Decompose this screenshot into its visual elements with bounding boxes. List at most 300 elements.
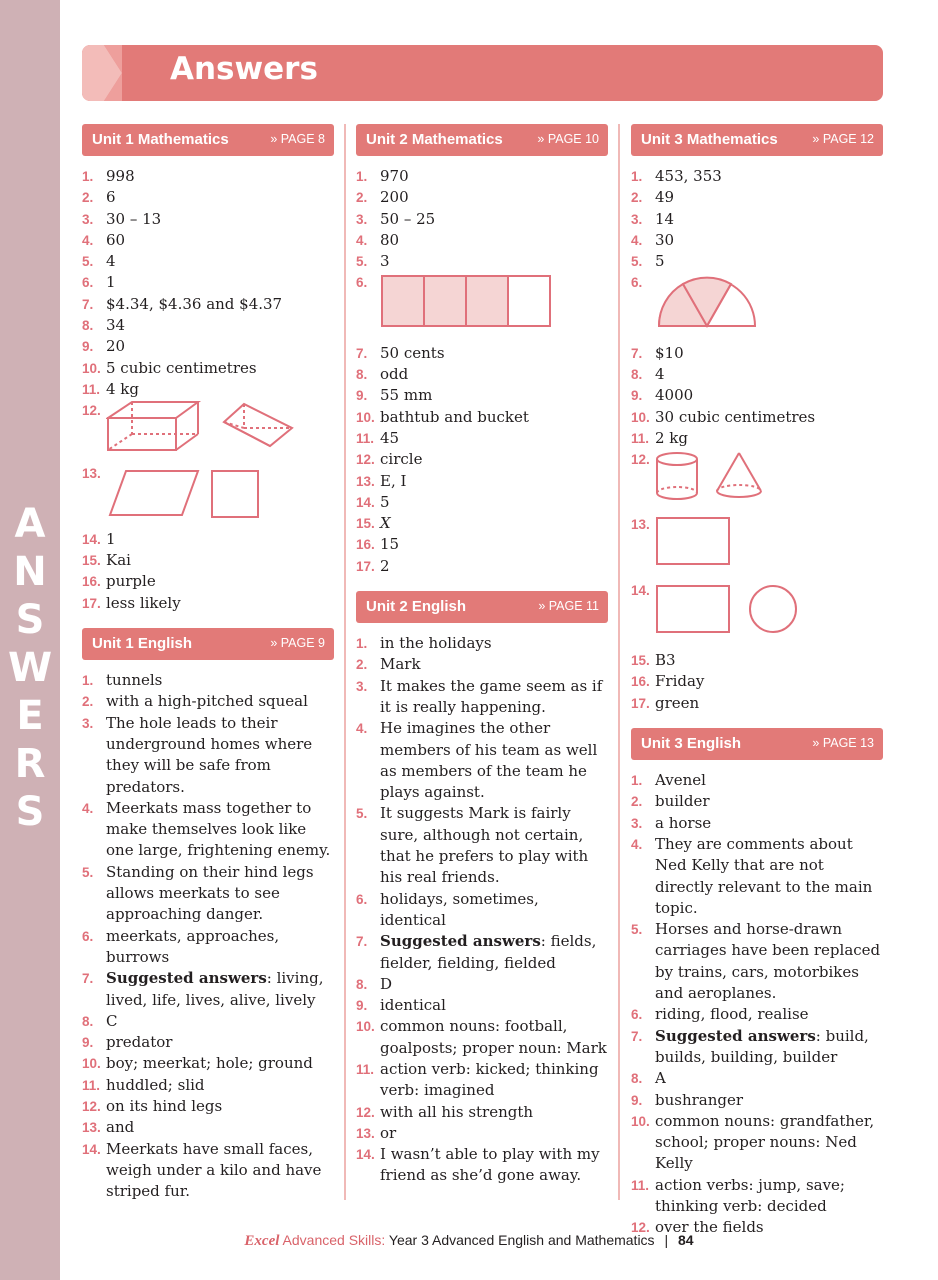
answer-item bbox=[631, 671, 883, 692]
answer-item bbox=[631, 209, 883, 230]
answer-item bbox=[82, 463, 334, 529]
section-header bbox=[631, 124, 883, 156]
chevron-decoration-icon bbox=[82, 45, 122, 101]
answer-text: predator bbox=[106, 1033, 173, 1052]
answer-number: 1. bbox=[356, 636, 368, 652]
answer-number: 14. bbox=[356, 494, 375, 510]
answer-text: 5 bbox=[655, 252, 665, 271]
answer-text: 2 bbox=[380, 556, 390, 575]
answer-item bbox=[82, 187, 334, 208]
answer-number: 6. bbox=[82, 275, 94, 291]
answer-item bbox=[356, 343, 608, 364]
3d-shapes-figure bbox=[106, 400, 306, 456]
answer-item bbox=[631, 813, 883, 834]
answer-list bbox=[82, 670, 334, 1202]
answer-number: 4. bbox=[82, 232, 94, 248]
answer-number: 12. bbox=[631, 1220, 650, 1236]
answer-item bbox=[631, 343, 883, 364]
answer-number: 7. bbox=[82, 296, 94, 312]
answer-text: D bbox=[380, 974, 393, 993]
answer-item bbox=[356, 654, 608, 675]
answer-item bbox=[356, 209, 608, 230]
answer-item bbox=[356, 471, 608, 492]
answer-item bbox=[356, 889, 608, 932]
page-ref: » PAGE 13 bbox=[812, 736, 874, 751]
section-title: Unit 1 English bbox=[92, 635, 193, 653]
answer-text: It suggests Mark is fairly sure, although not certain, that he prefers to play with his real friends. bbox=[380, 804, 589, 887]
answer-number: 3. bbox=[82, 715, 94, 731]
answer-text: on its hind legs bbox=[106, 1096, 223, 1115]
answer-number: 7. bbox=[631, 1028, 643, 1044]
answer-text: It makes the game seem as if it is really happening. bbox=[380, 676, 603, 716]
answer-text: 4000 bbox=[655, 386, 694, 405]
answer-item bbox=[356, 1059, 608, 1102]
answer-text: 30 bbox=[655, 230, 675, 249]
answer-number: 5. bbox=[82, 254, 94, 270]
rectangle-circle-figure bbox=[655, 580, 855, 644]
answer-item bbox=[631, 428, 883, 449]
answer-text: X bbox=[380, 514, 391, 533]
semicircle-fraction-figure bbox=[655, 272, 855, 336]
answer-text: Kai bbox=[106, 551, 131, 570]
answer-item bbox=[356, 166, 608, 187]
answer-item bbox=[356, 676, 608, 719]
answer-item bbox=[631, 166, 883, 187]
answer-number: 8. bbox=[82, 1013, 94, 1029]
answer-item bbox=[631, 1175, 883, 1218]
answer-text: 4 kg bbox=[106, 379, 140, 398]
answer-list bbox=[356, 633, 608, 1187]
answer-text: 2 kg bbox=[655, 428, 689, 447]
answer-item bbox=[82, 400, 334, 462]
answer-text: Avenel bbox=[655, 771, 706, 790]
answer-text: Friday bbox=[655, 672, 705, 691]
answer-text: holidays, sometimes, identical bbox=[380, 889, 539, 929]
answer-number: 7. bbox=[82, 971, 94, 987]
answer-item bbox=[631, 1111, 883, 1175]
answer-text: tunnels bbox=[106, 671, 163, 690]
answer-item bbox=[82, 272, 334, 293]
answer-text: 30 cubic centimetres bbox=[655, 407, 816, 426]
answer-number: 2. bbox=[356, 657, 368, 673]
side-letter: S bbox=[15, 597, 45, 643]
answer-number: 11. bbox=[82, 1077, 101, 1093]
answer-number: 2. bbox=[82, 694, 94, 710]
answer-text: 50 – 25 bbox=[380, 209, 436, 228]
answer-number: 6. bbox=[631, 275, 643, 291]
answer-list bbox=[356, 166, 608, 577]
answer-text: 14 bbox=[655, 209, 675, 228]
answer-number: 13. bbox=[82, 1120, 101, 1136]
section-header bbox=[82, 628, 334, 660]
page-ref: » PAGE 9 bbox=[270, 636, 325, 651]
answer-item bbox=[356, 492, 608, 513]
page-number: 84 bbox=[677, 1232, 694, 1248]
answer-item bbox=[631, 791, 883, 812]
answer-text: 45 bbox=[380, 428, 400, 447]
answer-number: 10. bbox=[82, 360, 101, 376]
answer-text: They are comments about Ned Kelly that are not directly relevant to the main topic. bbox=[655, 834, 873, 917]
answer-item bbox=[631, 449, 883, 513]
section-title: Unit 2 English bbox=[366, 598, 467, 616]
answer-number: 11. bbox=[82, 381, 101, 397]
side-letter: E bbox=[16, 693, 44, 739]
answer-text: 30 – 13 bbox=[106, 209, 162, 228]
answer-number: 15. bbox=[82, 553, 101, 569]
answer-item bbox=[356, 556, 608, 577]
side-letter: S bbox=[15, 789, 45, 835]
answer-item bbox=[356, 974, 608, 995]
answer-text: or bbox=[380, 1123, 397, 1142]
answer-item bbox=[356, 1123, 608, 1144]
answer-text: bathtub and bucket bbox=[380, 407, 529, 426]
column-divider bbox=[618, 124, 620, 1200]
answer-list bbox=[631, 166, 883, 714]
answer-figure bbox=[655, 580, 883, 650]
answer-text: huddled; slid bbox=[106, 1075, 205, 1094]
answer-text: 49 bbox=[655, 188, 675, 207]
answer-item bbox=[356, 449, 608, 470]
answer-number: 7. bbox=[356, 345, 368, 361]
page-ref: » PAGE 10 bbox=[537, 132, 599, 146]
answer-list bbox=[82, 166, 334, 614]
section-header bbox=[631, 728, 883, 760]
answer-number: 11. bbox=[356, 1061, 375, 1077]
answer-text: 80 bbox=[380, 230, 400, 249]
answer-item bbox=[356, 633, 608, 654]
answer-number: 14. bbox=[631, 582, 650, 598]
answer-number: 10. bbox=[631, 1113, 650, 1129]
page-ref: » PAGE 8 bbox=[270, 132, 325, 146]
answer-text: purple bbox=[106, 572, 156, 591]
answer-number: 16. bbox=[356, 537, 375, 553]
answer-text: 5 bbox=[380, 492, 390, 511]
answer-number: 7. bbox=[356, 934, 368, 950]
answer-item bbox=[631, 385, 883, 406]
answer-text: 34 bbox=[106, 316, 126, 335]
answer-number: 4. bbox=[356, 721, 368, 737]
answer-number: 12. bbox=[82, 1098, 101, 1114]
column-2 bbox=[356, 124, 608, 1187]
answer-text: boy; meerkat; hole; ground bbox=[106, 1054, 313, 1073]
answer-figure bbox=[106, 400, 334, 462]
answer-number: 9. bbox=[356, 388, 368, 404]
answer-number: 15. bbox=[356, 516, 375, 532]
answer-number: 6. bbox=[356, 891, 368, 907]
answer-text: builder bbox=[655, 792, 710, 811]
answer-number: 3. bbox=[631, 815, 643, 831]
answer-text: and bbox=[106, 1118, 135, 1137]
answer-item bbox=[631, 1004, 883, 1025]
answer-text: The hole leads to their underground homes where they will be safe from predators. bbox=[106, 713, 313, 796]
answer-text: Suggested answers: living, lived, life, lives, alive, lively bbox=[106, 969, 324, 1009]
answer-item bbox=[356, 230, 608, 251]
answer-text: 970 bbox=[380, 167, 409, 185]
answer-text: circle bbox=[380, 450, 423, 469]
answer-item bbox=[82, 1096, 334, 1117]
answer-text: 1 bbox=[106, 273, 116, 292]
answer-number: 2. bbox=[82, 190, 94, 206]
answer-text: B3 bbox=[655, 651, 676, 670]
section-title: Unit 3 English bbox=[641, 735, 742, 753]
rectangle-figure bbox=[655, 514, 855, 574]
answer-number: 8. bbox=[356, 976, 368, 992]
answer-number: 3. bbox=[356, 211, 368, 227]
answer-number: 5. bbox=[631, 254, 643, 270]
answer-item bbox=[356, 718, 608, 803]
answer-number: 14. bbox=[82, 531, 101, 547]
answer-number: 9. bbox=[82, 1035, 94, 1051]
answer-text: with a high-pitched squeal bbox=[106, 692, 308, 711]
answer-figure bbox=[106, 463, 334, 529]
answer-item bbox=[631, 1068, 883, 1089]
answer-item bbox=[82, 358, 334, 379]
answer-text: I wasn’t able to play with my friend as she’d gone away. bbox=[380, 1145, 600, 1185]
answer-item bbox=[631, 364, 883, 385]
answer-item bbox=[356, 272, 608, 342]
answer-text: C bbox=[106, 1011, 118, 1030]
answer-text: a horse bbox=[655, 813, 712, 832]
answer-item bbox=[82, 968, 334, 1011]
answer-item bbox=[82, 315, 334, 336]
side-letter: A bbox=[14, 501, 46, 547]
footer-separator: | bbox=[664, 1232, 669, 1248]
answer-item bbox=[356, 385, 608, 406]
answer-item bbox=[82, 336, 334, 357]
answer-text: 200 bbox=[380, 188, 409, 207]
answer-text: 15 bbox=[380, 535, 400, 554]
answer-text: He imagines the other members of his team as well as members of the team he plays against. bbox=[380, 719, 598, 802]
page-title: Answers bbox=[170, 51, 318, 87]
answer-item bbox=[631, 650, 883, 671]
answer-number: 12. bbox=[356, 452, 375, 468]
answer-text: 5 cubic centimetres bbox=[106, 358, 257, 377]
answer-text: 60 bbox=[106, 230, 126, 249]
answer-number: 14. bbox=[82, 1141, 101, 1157]
answer-text: riding, flood, realise bbox=[655, 1005, 809, 1024]
answer-item bbox=[356, 803, 608, 888]
answer-item bbox=[356, 931, 608, 974]
answer-item bbox=[82, 294, 334, 315]
answer-number: 2. bbox=[631, 794, 643, 810]
series-name: Advanced Skills: bbox=[282, 1232, 386, 1248]
answer-item bbox=[631, 1026, 883, 1069]
answer-text: common nouns: football, goalposts; proper noun: Mark bbox=[380, 1017, 607, 1057]
answer-text: $4.34, $4.36 and $4.37 bbox=[106, 294, 283, 313]
answer-item bbox=[82, 1011, 334, 1032]
answer-item bbox=[82, 593, 334, 614]
answer-item bbox=[82, 670, 334, 691]
answer-text: Horses and horse-drawn carriages have been replaced by trains, cars, motorbikes and aeroplanes. bbox=[655, 920, 881, 1003]
answer-item bbox=[82, 251, 334, 272]
answer-text: action verbs: jump, save; thinking verb: decided bbox=[655, 1175, 845, 1215]
column-3 bbox=[631, 124, 883, 1239]
answer-item bbox=[82, 209, 334, 230]
column-divider bbox=[344, 124, 346, 1200]
answer-item bbox=[82, 1075, 334, 1096]
answer-item bbox=[82, 691, 334, 712]
answer-item bbox=[82, 1117, 334, 1138]
answer-number: 9. bbox=[82, 339, 94, 355]
answer-number: 5. bbox=[356, 806, 368, 822]
answer-number: 8. bbox=[631, 367, 643, 383]
answer-item bbox=[631, 693, 883, 714]
answer-number: 4. bbox=[356, 232, 368, 248]
page-footer bbox=[0, 1232, 938, 1250]
side-label bbox=[0, 500, 60, 836]
answer-text: in the holidays bbox=[380, 634, 492, 653]
answer-item bbox=[631, 407, 883, 428]
answer-text: 998 bbox=[106, 167, 135, 185]
answer-number: 6. bbox=[82, 928, 94, 944]
answer-number: 7. bbox=[631, 345, 643, 361]
answer-number: 8. bbox=[356, 367, 368, 383]
answer-number: 10. bbox=[356, 409, 375, 425]
side-letter: W bbox=[7, 645, 53, 691]
answer-number: 13. bbox=[631, 516, 650, 532]
answer-item bbox=[631, 230, 883, 251]
answer-number: 13. bbox=[82, 465, 101, 481]
answer-number: 8. bbox=[82, 318, 94, 334]
answer-text: 50 cents bbox=[380, 343, 445, 362]
answer-item bbox=[356, 407, 608, 428]
answer-item bbox=[82, 230, 334, 251]
answer-item bbox=[356, 1102, 608, 1123]
answer-item bbox=[631, 251, 883, 272]
answer-number: 12. bbox=[82, 403, 101, 419]
section-header bbox=[356, 591, 608, 623]
answer-text: Standing on their hind legs allows meerkats to see approaching danger. bbox=[106, 862, 314, 924]
answers-banner bbox=[82, 45, 883, 101]
side-letter: R bbox=[14, 741, 46, 787]
answer-number: 12. bbox=[631, 452, 650, 468]
answer-number: 2. bbox=[631, 190, 643, 206]
answer-figure bbox=[380, 272, 608, 342]
answer-text: 3 bbox=[380, 252, 390, 271]
answer-number: 4. bbox=[631, 232, 643, 248]
answer-text: with all his strength bbox=[380, 1102, 534, 1121]
answer-emphasis: Suggested answers bbox=[655, 1026, 816, 1045]
fraction-bar-figure bbox=[380, 272, 580, 336]
answer-item bbox=[631, 770, 883, 791]
answer-text: $10 bbox=[655, 343, 684, 362]
answer-figure bbox=[655, 514, 883, 580]
section-title: Unit 1 Mathematics bbox=[92, 131, 229, 148]
answer-text: 20 bbox=[106, 337, 126, 356]
answer-item bbox=[82, 1053, 334, 1074]
answer-emphasis: Suggested answers bbox=[380, 932, 541, 951]
answer-number: 15. bbox=[631, 653, 650, 669]
answer-number: 1. bbox=[631, 169, 643, 184]
answer-number: 6. bbox=[631, 1007, 643, 1023]
answer-item bbox=[356, 187, 608, 208]
answer-number: 1. bbox=[82, 673, 94, 689]
answer-number: 16. bbox=[82, 574, 101, 590]
answer-number: 9. bbox=[631, 388, 643, 404]
answer-text: Suggested answers: build, builds, building, builder bbox=[655, 1026, 869, 1066]
answer-text: green bbox=[655, 693, 700, 712]
answer-item bbox=[356, 534, 608, 555]
answer-item bbox=[82, 550, 334, 571]
answer-item bbox=[356, 513, 608, 534]
answer-text: 1 bbox=[106, 529, 116, 548]
answer-number: 2. bbox=[356, 190, 368, 206]
section-title: Unit 2 Mathematics bbox=[366, 131, 503, 148]
answer-text: 55 mm bbox=[380, 386, 433, 405]
answer-text: less likely bbox=[106, 593, 181, 612]
answer-list bbox=[631, 770, 883, 1239]
answer-text: Mark bbox=[380, 655, 421, 674]
cylinder-cone-figure bbox=[655, 449, 855, 507]
book-title: Year 3 Advanced English and Mathematics bbox=[388, 1232, 655, 1248]
answer-text: action verb: kicked; thinking verb: imagined bbox=[380, 1059, 599, 1100]
answer-number: 4. bbox=[82, 800, 94, 816]
section-title: Unit 3 Mathematics bbox=[641, 131, 778, 148]
answer-text: 453, 353 bbox=[655, 167, 722, 185]
answer-text: 4 bbox=[106, 252, 116, 271]
answer-text: 6 bbox=[106, 188, 116, 207]
answer-item bbox=[631, 514, 883, 580]
2d-shapes-figure bbox=[106, 463, 306, 523]
column-1 bbox=[82, 124, 334, 1202]
answer-number: 5. bbox=[631, 922, 643, 938]
answer-number: 6. bbox=[356, 275, 368, 291]
answer-number: 17. bbox=[631, 695, 650, 711]
answer-number: 14. bbox=[356, 1147, 375, 1163]
answer-item bbox=[82, 571, 334, 592]
answer-number: 12. bbox=[356, 1104, 375, 1120]
side-tab bbox=[0, 0, 60, 1280]
answer-number: 1. bbox=[82, 169, 94, 184]
answer-number: 3. bbox=[356, 678, 368, 694]
answer-text: Meerkats mass together to make themselves look like one large, frightening enemy. bbox=[106, 798, 331, 860]
answer-number: 10. bbox=[82, 1056, 101, 1072]
answer-text: meerkats, approaches, burrows bbox=[106, 926, 280, 966]
answer-number: 1. bbox=[631, 773, 643, 789]
answer-item bbox=[631, 834, 883, 919]
section-header bbox=[356, 124, 608, 156]
answer-text: 4 bbox=[655, 365, 665, 384]
answer-text: A bbox=[655, 1069, 666, 1088]
answer-figure bbox=[655, 272, 883, 342]
answer-text: common nouns: grandfather, school; proper nouns: Ned Kelly bbox=[655, 1111, 875, 1173]
answer-text: odd bbox=[380, 365, 409, 384]
answer-item bbox=[631, 272, 883, 342]
answer-item bbox=[82, 1139, 334, 1203]
answer-text: Suggested answers: fields, fielder, fielding, fielded bbox=[380, 932, 597, 972]
answer-text: bushranger bbox=[655, 1090, 744, 1109]
answer-emphasis: Suggested answers bbox=[106, 969, 267, 988]
answer-item bbox=[82, 529, 334, 550]
side-letter: N bbox=[13, 549, 47, 595]
answer-item bbox=[82, 379, 334, 400]
answer-number: 10. bbox=[631, 409, 650, 425]
page-ref: » PAGE 12 bbox=[812, 132, 874, 146]
answer-text: over the fields bbox=[655, 1218, 764, 1237]
answer-item bbox=[356, 995, 608, 1016]
answer-number: 17. bbox=[82, 595, 101, 611]
answer-number: 9. bbox=[356, 998, 368, 1014]
answer-item bbox=[82, 862, 334, 926]
answer-number: 4. bbox=[631, 836, 643, 852]
answer-figure bbox=[655, 449, 883, 513]
answer-item bbox=[82, 798, 334, 862]
section-header bbox=[82, 124, 334, 156]
brand-name: Excel bbox=[244, 1233, 280, 1249]
answer-number: 8. bbox=[631, 1071, 643, 1087]
answer-item bbox=[631, 187, 883, 208]
answer-number: 16. bbox=[631, 674, 650, 690]
